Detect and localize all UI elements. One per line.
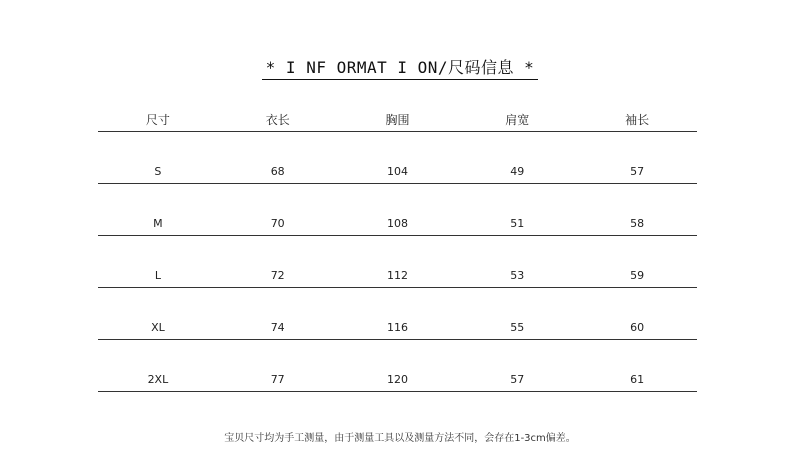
cell-length: 72 [270,269,285,282]
cell-shoulder: 49 [510,165,525,178]
cell-size: 2XL [147,373,169,386]
cell-shoulder: 55 [510,321,525,334]
cell-length: 77 [270,373,285,386]
measurement-note: 宝贝尺寸均为手工测量，由于测量工具以及测量方法不同，会存在1-3cm偏差。 [224,433,576,444]
cell-shoulder: 51 [510,217,525,230]
table-row [98,288,697,340]
size-table [98,108,697,392]
page-title-text: * I NF ORMAT I ON/尺码信息 * [262,58,539,80]
cell-chest: 108 [386,217,408,230]
cell-length: 70 [270,217,285,230]
cell-shoulder: 53 [510,269,525,282]
cell-size: L [154,269,161,282]
table-header-row [98,108,697,132]
cell-chest: 112 [386,269,408,282]
header-shoulder: 肩宽 [505,113,530,127]
header-chest: 胸围 [385,113,410,127]
cell-size: XL [151,321,165,334]
header-length: 衣长 [265,113,290,127]
header-sleeve: 袖长 [625,113,650,127]
table-row [98,340,697,392]
cell-chest: 104 [386,165,408,178]
cell-sleeve: 57 [630,165,645,178]
cell-chest: 116 [386,321,408,334]
cell-sleeve: 60 [630,321,645,334]
cell-shoulder: 57 [510,373,525,386]
cell-chest: 120 [386,373,408,386]
cell-sleeve: 59 [630,269,645,282]
header-size: 尺寸 [145,113,170,127]
page-title [0,58,800,80]
cell-length: 74 [270,321,285,334]
table-row [98,184,697,236]
cell-length: 68 [270,165,285,178]
cell-sleeve: 58 [630,217,645,230]
cell-size: S [154,165,162,178]
table-row [98,236,697,288]
cell-size: M [153,217,163,230]
table-row [98,132,697,184]
cell-sleeve: 61 [630,373,645,386]
